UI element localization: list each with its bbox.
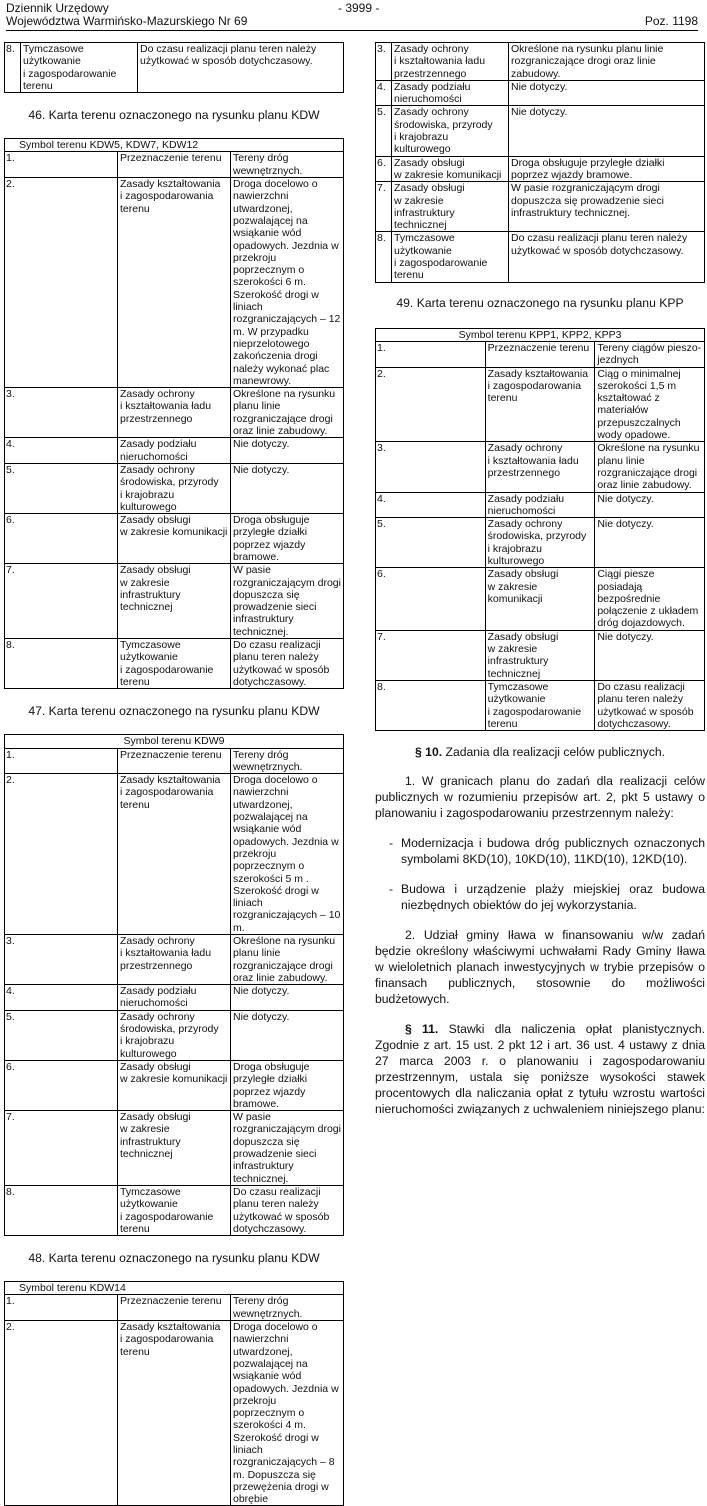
row-value-cell: Do czasu realizacji planu teren należy użytkować w sposób dotychczasowy. [509,232,705,282]
row-value-cell: Do czasu realizacji planu teren należy użytkować w sposób dotychczasowy. [138,43,344,93]
row-label-cell: Zasady ochrony środowiska, przyrody i krajobrazu kulturowego [485,518,595,568]
row-label-cell: Zasady obsługi w zakresie komunikacji [118,514,231,564]
row-value-cell: Nie dotyczy. [509,106,705,156]
row-label-cell: Zasady kształtowania i zagospodarowania terenu [118,1321,231,1506]
position-number: Poz. 1198 [644,14,698,28]
page-number: - 3999 - [338,1,380,15]
section-10-number: § 10. [415,745,443,760]
table-row [376,367,705,442]
row-label-cell: Zasady ochrony środowiska, przyrody i krajobrazu kulturowego [118,463,231,513]
table-row [5,514,344,564]
table-row [5,43,344,93]
row-label-cell: Tymczasowe użytkowanie i zagospodarowanie terenu [21,43,138,93]
row-number-cell: 5. [376,106,392,156]
row-value-cell: Tereny dróg wewnętrznych. [231,748,344,774]
right-column [375,42,705,1117]
table-row [5,1060,344,1110]
row-value-cell: Nie dotyczy. [595,630,705,680]
row-number-cell: 7. [5,1111,118,1186]
row-label-cell: Zasady obsługi w zakresie infrastruktury technicznej [118,564,231,639]
card-46-caption: 46. Karta terenu oznaczonego na rysunku planu KDW [28,108,320,123]
section-10-paragraph-1: 1. W granicach planu do zadań dla realizacji celów publicznych w rozumieniu przepisów art. 2, pkt 5 ustawy o planowaniu i zagospodarowaniu przestrzennym należy: [375,774,705,821]
continuation-table-left [4,42,344,93]
row-label-cell: Przeznaczenie terenu [485,341,595,367]
row-value-cell: W pasie rozgraniczającym drogi dopuszcza się prowadzenie sieci infrastruktury technicznej. [231,1111,344,1186]
table-row [5,463,344,513]
row-value-cell: Do czasu realizacji planu teren należy użytkować w sposób dotychczasowy. [595,680,705,730]
section-10-heading [375,745,705,759]
row-number-cell: 1. [376,341,486,367]
row-number-cell: 4. [376,80,392,106]
row-number-cell: 7. [376,182,392,232]
row-value-cell: Droga obsługuje przyległe działki poprzez wjazdy bramowe. [231,514,344,564]
card-47-caption: 47. Karta terenu oznaczonego na rysunku planu KDW [28,704,320,719]
row-value-cell: Droga docelowo o nawierzchni utwardzonej, pozwalającej na wsiąkanie wód opadowych. Jezdnia w przekroju poprzecznym o szerokości 4 m. Szerokość drogi w liniach rozgraniczających – 8 m. Dopuszcza się przewężenia drogi w obrębie [231,1321,344,1506]
journal-title: Dziennik Urzędowy [6,1,109,15]
table-row [5,748,344,774]
row-number-cell: 5. [5,463,118,513]
card-48-symbol: Symbol terenu KDW14 [5,1282,344,1295]
row-label-cell: Przeznaczenie terenu [118,152,231,178]
table-row [376,43,705,81]
table-row [376,156,705,182]
section-11-paragraph [375,1021,705,1117]
card-46-table [4,138,344,689]
row-value-cell: Nie dotyczy. [595,492,705,518]
row-number-cell: 8. [376,232,392,282]
row-value-cell: Tereny dróg wewnętrznych. [231,152,344,178]
table-row [376,518,705,568]
row-number-cell: 2. [5,774,118,935]
table-row [5,1295,344,1321]
row-number-cell: 4. [5,985,118,1011]
row-number-cell: 3. [5,388,118,438]
row-number-cell: 8. [5,43,21,93]
row-value-cell: Droga docelowo o nawierzchni utwardzonej, pozwalającej na wsiąkanie wód opadowych. Jezdnia w przekroju poprzecznym o szerokości 6 m. Szerokość drogi w liniach rozgraniczających – 12 m. W przypadku nieprzelotowego zakończenia drogi należy wykonać plac manewrowy. [231,178,344,388]
section-10-title: Zadania dla realizacji celów publicznych. [445,745,665,760]
row-label-cell: Zasady podziału nieruchomości [392,80,509,106]
row-value-cell: Tereny dróg wewnętrznych. [231,1295,344,1321]
row-value-cell: Nie dotyczy. [231,985,344,1011]
row-label-cell: Zasady kształtowania i zagospodarowania terenu [118,178,231,388]
card-46-symbol: Symbol terenu KDW5, KDW7, KDW12 [5,139,344,152]
row-number-cell: 6. [5,1060,118,1110]
card-48-caption: 48. Karta terenu oznaczonego na rysunku planu KDW [28,1251,320,1266]
table-row [376,232,705,282]
row-value-cell: W pasie rozgraniczającym drogi dopuszcza się prowadzenie sieci infrastruktury technicznej. [231,564,344,639]
row-number-cell: 8. [5,639,118,689]
row-label-cell: Zasady ochrony i kształtowania ładu przestrzennego [118,388,231,438]
row-number-cell: 6. [5,514,118,564]
list-item: - Budowa i urządzenie plaży miejskiej oraz budowa niezbędnych obiektów do jej wykorzystania. [389,882,705,913]
table-row [5,1010,344,1060]
row-number-cell: 7. [376,630,486,680]
row-label-cell: Przeznaczenie terenu [118,1295,231,1321]
row-label-cell: Zasady podziału nieruchomości [485,492,595,518]
row-label-cell: Tymczasowe użytkowanie i zagospodarowanie terenu [485,680,595,730]
row-value-cell: Określone na rysunku planu linie rozgraniczające drogi oraz linie zabudowy. [231,935,344,985]
row-value-cell: Nie dotyczy. [595,518,705,568]
row-value-cell: Ciągi piesze posiadają bezpośrednie połączenie z układem dróg dojazdowych. [595,568,705,630]
row-label-cell: Zasady ochrony i kształtowania ładu przestrzennego [118,935,231,985]
row-value-cell: Nie dotyczy. [509,80,705,106]
row-value-cell: Określone na rysunku planu linie rozgraniczające drogi oraz linie zabudowy. [509,43,705,81]
section-10-paragraph-2: 2. Udział gminy Iława w finansowaniu w/w zadań będzie określony właściwymi uchwałami Rady Gminy Iława w wieloletnich planach inwestycyjnych w trybie przepisów o finansach publicznych, stosownie do możliwości budżetowych. [375,928,705,1007]
header-rule [6,30,698,31]
table-row [5,935,344,985]
row-number-cell: 3. [5,935,118,985]
section-11-text: Stawki dla naliczenia opłat planistycznych. Zgodnie z art. 15 ust. 2 pkt 12 i art. 36 ust. 4 ustawy z dnia 27 marca 2003 r. o planowaniu i zagospodarowaniu przestrzennym, ustala się poniższe wysokości stawek procentowych dla naliczania opłat z tytułu wzrostu wartości nieruchomości związanych z uchwaleniem niniejszego planu: [375,1022,706,1117]
table-row [376,182,705,232]
row-number-cell: 8. [5,1185,118,1235]
row-value-cell: Tereny ciągów pieszo-jezdnych [595,341,705,367]
row-label-cell: Zasady obsługi w zakresie infrastruktury technicznej [485,630,595,680]
table-row [5,1321,344,1506]
table-row [376,680,705,730]
row-number-cell: 4. [5,438,118,464]
row-label-cell: Przeznaczenie terenu [118,748,231,774]
row-value-cell: Nie dotyczy. [231,1010,344,1060]
table-row [5,152,344,178]
table-row [5,774,344,935]
row-value-cell: Do czasu realizacji planu teren należy użytkować w sposób dotychczasowy. [231,1185,344,1235]
table-row [5,1111,344,1186]
card-49-table [375,328,705,732]
row-number-cell: 6. [376,568,486,630]
row-number-cell: 2. [5,1321,118,1506]
row-value-cell: Droga obsługuje przyległe działki poprzez wjazdy bramowe. [509,156,705,182]
row-label-cell: Zasady kształtowania i zagospodarowania terenu [485,367,595,442]
list-item: - Modernizacja i budowa dróg publicznych oznaczonych symbolami 8KD(10), 10KD(10), 11KD(10), 12KD(10). [389,836,705,867]
row-label-cell: Zasady obsługi w zakresie komunikacji [118,1060,231,1110]
table-row [5,388,344,438]
row-number-cell: 3. [376,442,486,492]
voivodeship-title: Województwa Warmińsko-Mazurskiego Nr 69 [6,14,248,28]
row-number-cell: 1. [5,1295,118,1321]
card-49-caption: 49. Karta terenu oznaczonego na rysunku planu KPP [396,295,684,310]
row-number-cell: 1. [5,748,118,774]
row-label-cell: Zasady obsługi w zakresie infrastruktury technicznej [392,182,509,232]
row-label-cell: Zasady podziału nieruchomości [118,438,231,464]
table-row [376,568,705,630]
row-value-cell: W pasie rozgraniczającym drogi dopuszcza się prowadzenie sieci infrastruktury technicznej. [509,182,705,232]
card-48-table [4,1281,344,1506]
table-row [376,80,705,106]
table-row [376,341,705,367]
table-row [5,639,344,689]
row-label-cell: Zasady ochrony środowiska, przyrody i krajobrazu kulturowego [118,1010,231,1060]
row-label-cell: Tymczasowe użytkowanie i zagospodarowanie terenu [392,232,509,282]
table-row [5,564,344,639]
row-value-cell: Nie dotyczy. [231,463,344,513]
row-number-cell: 4. [376,492,486,518]
row-label-cell: Tymczasowe użytkowanie i zagospodarowanie terenu [118,639,231,689]
row-number-cell: 2. [376,367,486,442]
table-row [5,985,344,1011]
table-row [5,1185,344,1235]
row-label-cell: Zasady ochrony i kształtowania ładu przestrzennego [392,43,509,81]
row-label-cell: Tymczasowe użytkowanie i zagospodarowanie terenu [118,1185,231,1235]
row-value-cell: Do czasu realizacji planu teren należy użytkować w sposób dotychczasowy. [231,639,344,689]
card-47-symbol: Symbol terenu KDW9 [5,735,344,748]
row-number-cell: 5. [5,1010,118,1060]
row-value-cell: Ciąg o minimalnej szerokości 1,5 m kształtować z materiałów przepuszczalnych wody opadowe. [595,367,705,442]
row-number-cell: 6. [376,156,392,182]
table-row [376,106,705,156]
row-number-cell: 2. [5,178,118,388]
row-value-cell: Określone na rysunku planu linie rozgraniczające drogi oraz linie zabudowy. [595,442,705,492]
row-value-cell: Droga obsługuje przyległe działki poprzez wjazdy bramowe. [231,1060,344,1110]
row-number-cell: 5. [376,518,486,568]
table-row [376,630,705,680]
row-value-cell: Nie dotyczy. [231,438,344,464]
card-49-symbol: Symbol terenu KPP1, KPP2, KPP3 [376,328,705,341]
left-column [4,42,344,1506]
table-row [376,442,705,492]
table-row [5,178,344,388]
row-number-cell: 3. [376,43,392,81]
row-label-cell: Zasady ochrony i kształtowania ładu przestrzennego [485,442,595,492]
row-value-cell: Określone na rysunku planu linie rozgraniczające drogi oraz linie zabudowy. [231,388,344,438]
row-number-cell: 7. [5,564,118,639]
card-47-table [4,734,344,1236]
row-label-cell: Zasady obsługi w zakresie komunikacji [392,156,509,182]
row-label-cell: Zasady podziału nieruchomości [118,985,231,1011]
row-number-cell: 8. [376,680,486,730]
table-row [376,492,705,518]
section-11-number: § 11. [405,1022,439,1037]
table-row [5,438,344,464]
row-label-cell: Zasady obsługi w zakresie komunikacji [485,568,595,630]
row-label-cell: Zasady ochrony środowiska, przyrody i krajobrazu kulturowego [392,106,509,156]
section-10-list [375,835,705,913]
row-label-cell: Zasady kształtowania i zagospodarowania terenu [118,774,231,935]
continuation-table-right [375,42,705,283]
row-value-cell: Droga docelowo o nawierzchni utwardzonej, pozwalającej na wsiąkanie wód opadowych. Jezdnia w przekroju poprzecznym o szerokości 5 m . Szerokość drogi w liniach rozgraniczających – 10 m. [231,774,344,935]
row-label-cell: Zasady obsługi w zakresie infrastruktury technicznej [118,1111,231,1186]
row-number-cell: 1. [5,152,118,178]
